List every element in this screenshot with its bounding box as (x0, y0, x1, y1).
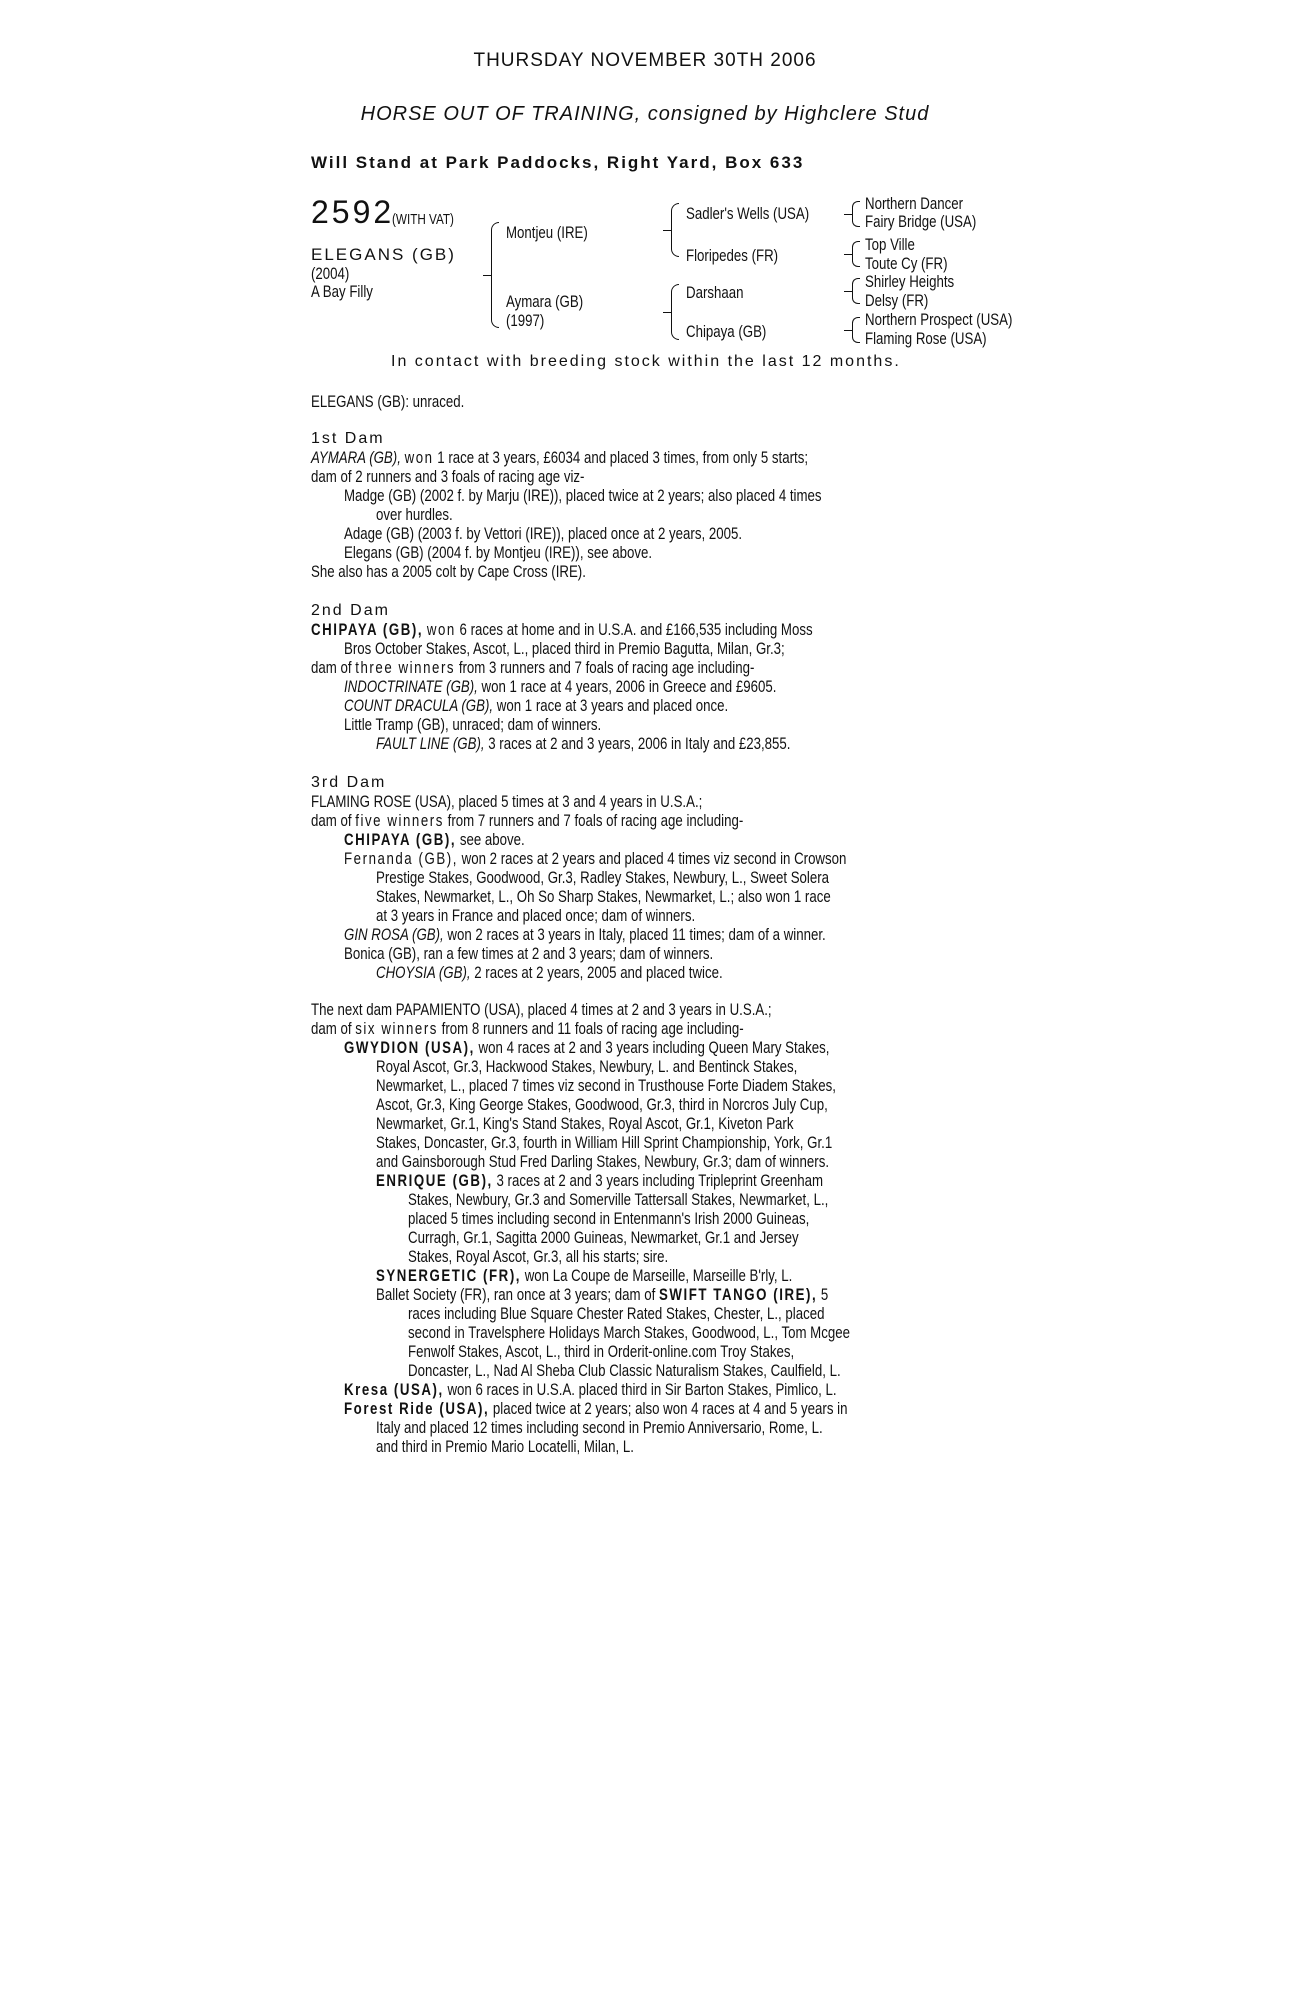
horse-description: A Bay Filly (311, 282, 373, 301)
dam-sire: Darshaan (686, 283, 744, 302)
next-dam-line-14: Stakes, Royal Ascot, Gr.3, all his starts; sire. (408, 1247, 669, 1266)
second-dam-line-4: INDOCTRINATE (GB), won 1 race at 4 years, 2006 in Greece and £9605. (344, 677, 777, 696)
dam-year: (1997) (506, 311, 545, 330)
next-dam-line-15: SYNERGETIC (FR), won La Coupe de Marseille, Marseille B'rly, L. (376, 1266, 793, 1285)
lot-number: 2592 (311, 194, 395, 230)
third-dam-line-8: GIN ROSA (GB), won 2 races at 3 years in Italy, placed 11 times; dam of a winner. (344, 925, 826, 944)
second-dam-line-3: dam of three winners from 3 runners and 7 foals of racing age including- (311, 658, 755, 677)
consignment-line: HORSE OUT OF TRAINING, consigned by Highclere Stud (360, 103, 930, 125)
third-dam-line-2: dam of five winners from 7 runners and 7 foals of racing age including- (311, 811, 744, 830)
sire: Montjeu (IRE) (506, 223, 588, 242)
first-dam-line-3: Madge (GB) (2002 f. by Marju (IRE)), placed twice at 2 years; also placed 4 times (344, 486, 822, 505)
next-dam-line-17: races including Blue Square Chester Rated Stakes, Chester, L., placed (408, 1304, 825, 1323)
third-dam-heading: 3rd Dam (311, 774, 387, 791)
gen3-8: Flaming Rose (USA) (865, 329, 987, 348)
second-dam-line-5: COUNT DRACULA (GB), won 1 race at 3 years and placed once. (344, 696, 729, 715)
dam: Aymara (GB) (506, 292, 584, 311)
first-dam-line-7: She also has a 2005 colt by Cape Cross (IRE). (311, 562, 586, 581)
first-dam-heading: 1st Dam (311, 430, 385, 447)
third-dam-line-9: Bonica (GB), ran a few times at 2 and 3 years; dam of winners. (344, 944, 714, 963)
next-dam-line-12: placed 5 times including second in Entenmann's Irish 2000 Guineas, (408, 1209, 810, 1228)
gen3-6: Delsy (FR) (865, 291, 929, 310)
gen3-4: Toute Cy (FR) (865, 254, 948, 273)
third-dam-line-5: Prestige Stakes, Goodwood, Gr.3, Radley Stakes, Newbury, L., Sweet Solera (376, 868, 830, 887)
second-dam-line-7: FAULT LINE (GB), 3 races at 2 and 3 years, 2006 in Italy and £23,855. (376, 734, 791, 753)
next-dam-line-24: and third in Premio Mario Locatelli, Milan, L. (376, 1437, 634, 1456)
next-dam-line-20: Doncaster, L., Nad Al Sheba Club Classic Naturalism Stakes, Caulfield, L. (408, 1361, 841, 1380)
next-dam-line-9: and Gainsborough Stud Fred Darling Stakes, Newbury, Gr.3; dam of winners. (376, 1152, 830, 1171)
first-dam-line-5: Adage (GB) (2003 f. by Vettori (IRE)), placed once at 2 years, 2005. (344, 524, 743, 543)
first-dam-line-4: over hurdles. (376, 505, 453, 524)
gen3-2: Fairy Bridge (USA) (865, 212, 977, 231)
next-dam-line-6: Ascot, Gr.3, King George Stakes, Goodwood, Gr.3, third in Norcros July Cup, (376, 1095, 828, 1114)
third-dam-line-6: Stakes, Newmarket, L., Oh So Sharp Stakes, Newmarket, L.; also won 1 race (376, 887, 831, 906)
next-dam-line-10: ENRIQUE (GB), 3 races at 2 and 3 years including Tripleprint Greenham (376, 1171, 824, 1190)
gen3-7: Northern Prospect (USA) (865, 310, 1013, 329)
next-dam-line-7: Newmarket, Gr.1, King's Stand Stakes, Royal Ascot, Gr.1, Kiveton Park (376, 1114, 794, 1133)
pedigree-brace-2b (671, 284, 679, 340)
third-dam-line-7: at 3 years in France and placed once; dam of winners. (376, 906, 696, 925)
stand-location: Will Stand at Park Paddocks, Right Yard, Box 633 (311, 153, 805, 172)
gen3-5: Shirley Heights (865, 272, 955, 291)
pedigree-brace-1 (491, 222, 499, 328)
second-dam-heading: 2nd Dam (311, 602, 390, 619)
pedigree-brace-3a (852, 201, 860, 227)
first-dam-line-6: Elegans (GB) (2004 f. by Montjeu (IRE)), see above. (344, 543, 653, 562)
third-dam-line-10: CHOYSIA (GB), 2 races at 2 years, 2005 and placed twice. (376, 963, 723, 982)
sale-date: THURSDAY NOVEMBER 30TH 2006 (473, 50, 817, 71)
pedigree-brace-3d (852, 317, 860, 343)
pedigree-brace-3b (852, 241, 860, 267)
next-dam-line-5: Newmarket, L., placed 7 times viz second in Trusthouse Forte Diadem Stakes, (376, 1076, 836, 1095)
third-dam-line-1: FLAMING ROSE (USA), placed 5 times at 3 and 4 years in U.S.A.; (311, 792, 703, 811)
next-dam-line-13: Curragh, Gr.1, Sagitta 2000 Guineas, Newmarket, Gr.1 and Jersey (408, 1228, 799, 1247)
next-dam-line-1: The next dam PAPAMIENTO (USA), placed 4 times at 2 and 3 years in U.S.A.; (311, 1000, 772, 1019)
next-dam-line-16: Ballet Society (FR), ran once at 3 years; dam of SWIFT TANGO (IRE), 5 (376, 1285, 829, 1304)
first-dam-line-2: dam of 2 runners and 3 foals of racing age viz- (311, 467, 585, 486)
next-dam-line-18: second in Travelsphere Holidays March Stakes, Goodwood, L., Tom Mcgee (408, 1323, 850, 1342)
gen3-1: Northern Dancer (865, 194, 964, 213)
dam-dam: Chipaya (GB) (686, 322, 767, 341)
next-dam-line-8: Stakes, Doncaster, Gr.3, fourth in William Hill Sprint Championship, York, Gr.1 (376, 1133, 833, 1152)
sire-sire: Sadler's Wells (USA) (686, 204, 810, 223)
horse-name: ELEGANS (GB) (311, 245, 456, 264)
second-dam-line-2: Bros October Stakes, Ascot, L., placed third in Premio Bagutta, Milan, Gr.3; (344, 639, 785, 658)
next-dam-line-21: Kresa (USA), won 6 races in U.S.A. placed third in Sir Barton Stakes, Pimlico, L. (344, 1380, 837, 1399)
next-dam-line-11: Stakes, Newbury, Gr.3 and Somerville Tattersall Stakes, Newmarket, L., (408, 1190, 829, 1209)
next-dam-line-4: Royal Ascot, Gr.3, Hackwood Stakes, Newbury, L. and Bentinck Stakes, (376, 1057, 798, 1076)
next-dam-line-3: GWYDION (USA), won 4 races at 2 and 3 years including Queen Mary Stakes, (344, 1038, 830, 1057)
race-record: ELEGANS (GB): unraced. (311, 392, 465, 411)
gen3-3: Top Ville (865, 235, 915, 254)
horse-year: (2004) (311, 264, 350, 283)
vat-note: (WITH VAT) (392, 211, 454, 228)
second-dam-line-1: CHIPAYA (GB), won 6 races at home and in U.S.A. and £166,535 including Moss (311, 620, 813, 639)
next-dam-line-22: Forest Ride (USA), placed twice at 2 years; also won 4 races at 4 and 5 years in (344, 1399, 848, 1418)
breeding-contact-notice: In contact with breeding stock within the last 12 months. (391, 353, 901, 370)
first-dam-line-1: AYMARA (GB), won 1 race at 3 years, £6034 and placed 3 times, from only 5 starts; (311, 448, 809, 467)
pedigree-brace-3c (852, 278, 860, 304)
next-dam-line-23: Italy and placed 12 times including second in Premio Anniversario, Rome, L. (376, 1418, 823, 1437)
third-dam-line-4: Fernanda (GB), won 2 races at 2 years and placed 4 times viz second in Crowson (344, 849, 847, 868)
sire-dam: Floripedes (FR) (686, 246, 779, 265)
next-dam-line-19: Fenwolf Stakes, Ascot, L., third in Orderit-online.com Troy Stakes, (408, 1342, 795, 1361)
pedigree-brace-2a (671, 203, 679, 257)
second-dam-line-6: Little Tramp (GB), unraced; dam of winners. (344, 715, 602, 734)
next-dam-line-2: dam of six winners from 8 runners and 11 foals of racing age including- (311, 1019, 744, 1038)
third-dam-line-3: CHIPAYA (GB), see above. (344, 830, 525, 849)
